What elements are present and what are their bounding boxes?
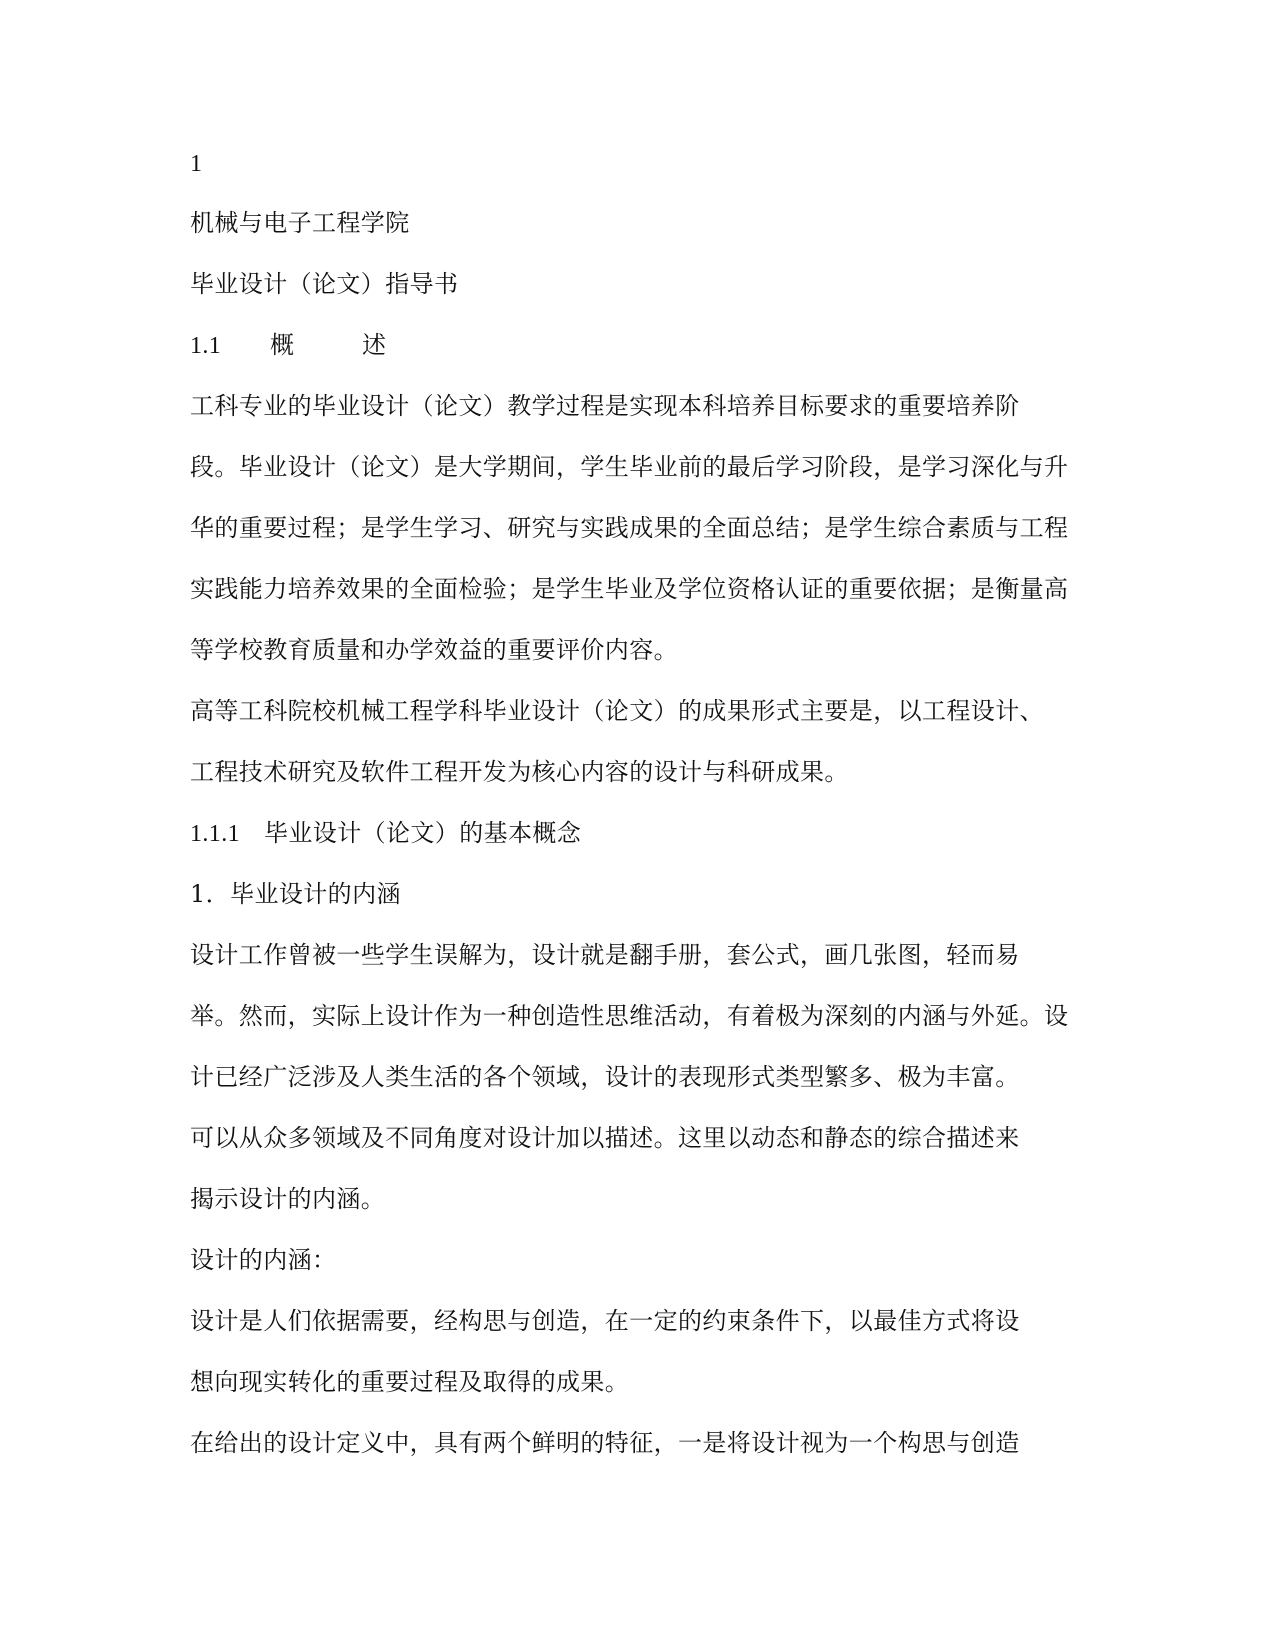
page-number: 1 [190, 151, 203, 177]
connotation-label: 设计的内涵： [190, 1246, 337, 1274]
paragraph-line: 设计是人们依据需要，经构思与创造，在一定的约束条件下，以最佳方式将设 [190, 1307, 1020, 1335]
paragraph-line: 举。然而，实际上设计作为一种创造性思维活动，有着极为深刻的内涵与外延。设 [190, 1002, 1069, 1030]
paragraph-line: 实践能力培养效果的全面检验；是学生毕业及学位资格认证的重要依据；是衡量高 [190, 575, 1069, 603]
paragraph-line: 工程技术研究及软件工程开发为核心内容的设计与科研成果。 [190, 758, 849, 786]
paragraph-line: 想向现实转化的重要过程及取得的成果。 [190, 1368, 630, 1396]
paragraph-line: 计已经广泛涉及人类生活的各个领域，设计的表现形式类型繁多、极为丰富。 [190, 1063, 1020, 1091]
section-heading-1-1-1 [190, 818, 581, 849]
paragraph-line: 工科专业的毕业设计（论文）教学过程是实现本科培养目标要求的重要培养阶 [190, 392, 1020, 420]
section-title-part2: 述 [362, 331, 387, 359]
document-title: 毕业设计（论文）指导书 [190, 270, 459, 298]
section-heading-1-1 [190, 330, 386, 361]
paragraph-line: 等学校教育质量和办学效益的重要评价内容。 [190, 636, 678, 664]
section-title: 毕业设计（论文）的基本概念 [264, 819, 582, 847]
paragraph-line: 华的重要过程；是学生学习、研究与实践成果的全面总结；是学生综合素质与工程 [190, 514, 1069, 542]
section-title-part1: 概 [270, 331, 295, 359]
section-number: 1.1.1 [190, 821, 240, 847]
college-name: 机械与电子工程学院 [190, 209, 410, 237]
paragraph-line: 段。毕业设计（论文）是大学期间，学生毕业前的最后学习阶段，是学习深化与升 [190, 453, 1069, 481]
section-number: 1.1 [190, 333, 222, 359]
paragraph-line: 揭示设计的内涵。 [190, 1185, 386, 1213]
paragraph-line: 在给出的设计定义中，具有两个鲜明的特征，一是将设计视为一个构思与创造 [190, 1429, 1020, 1457]
paragraph-line: 设计工作曾被一些学生误解为，设计就是翻手册，套公式，画几张图，轻而易 [190, 941, 1020, 969]
subheading: 1．毕业设计的内涵 [190, 880, 401, 908]
paragraph-line: 高等工科院校机械工程学科毕业设计（论文）的成果形式主要是，以工程设计、 [190, 697, 1044, 725]
paragraph-line: 可以从众多领域及不同角度对设计加以描述。这里以动态和静态的综合描述来 [190, 1124, 1020, 1152]
